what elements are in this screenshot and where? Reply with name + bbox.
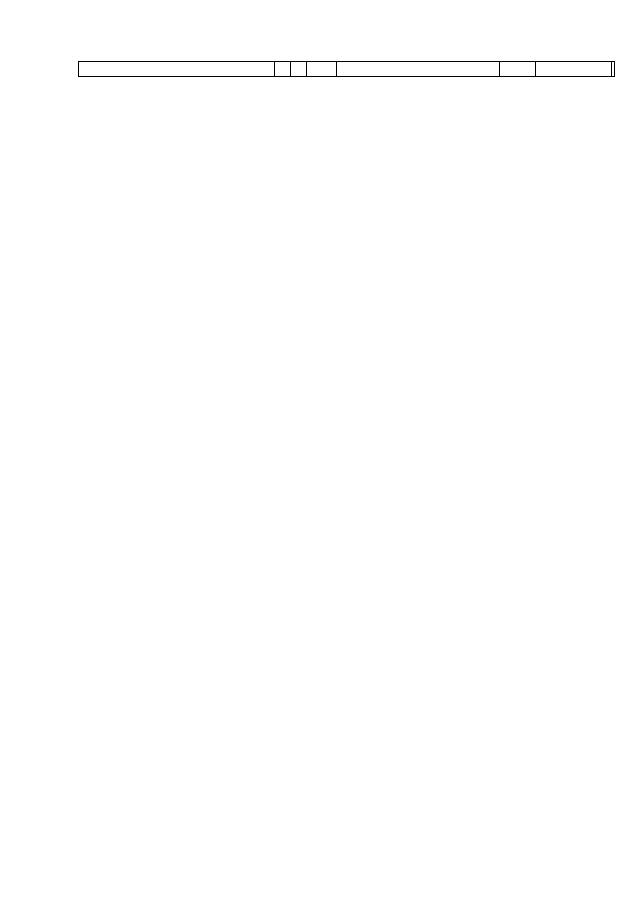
header-col-6 <box>499 62 535 76</box>
table-header <box>78 61 615 77</box>
header-col-5 <box>336 62 499 76</box>
header-col-8 <box>611 62 640 76</box>
header-col-4 <box>306 62 336 76</box>
header-col-7 <box>535 62 611 76</box>
header-col-2 <box>274 62 290 76</box>
header-col-3 <box>290 62 306 76</box>
header-col-1 <box>79 62 274 76</box>
